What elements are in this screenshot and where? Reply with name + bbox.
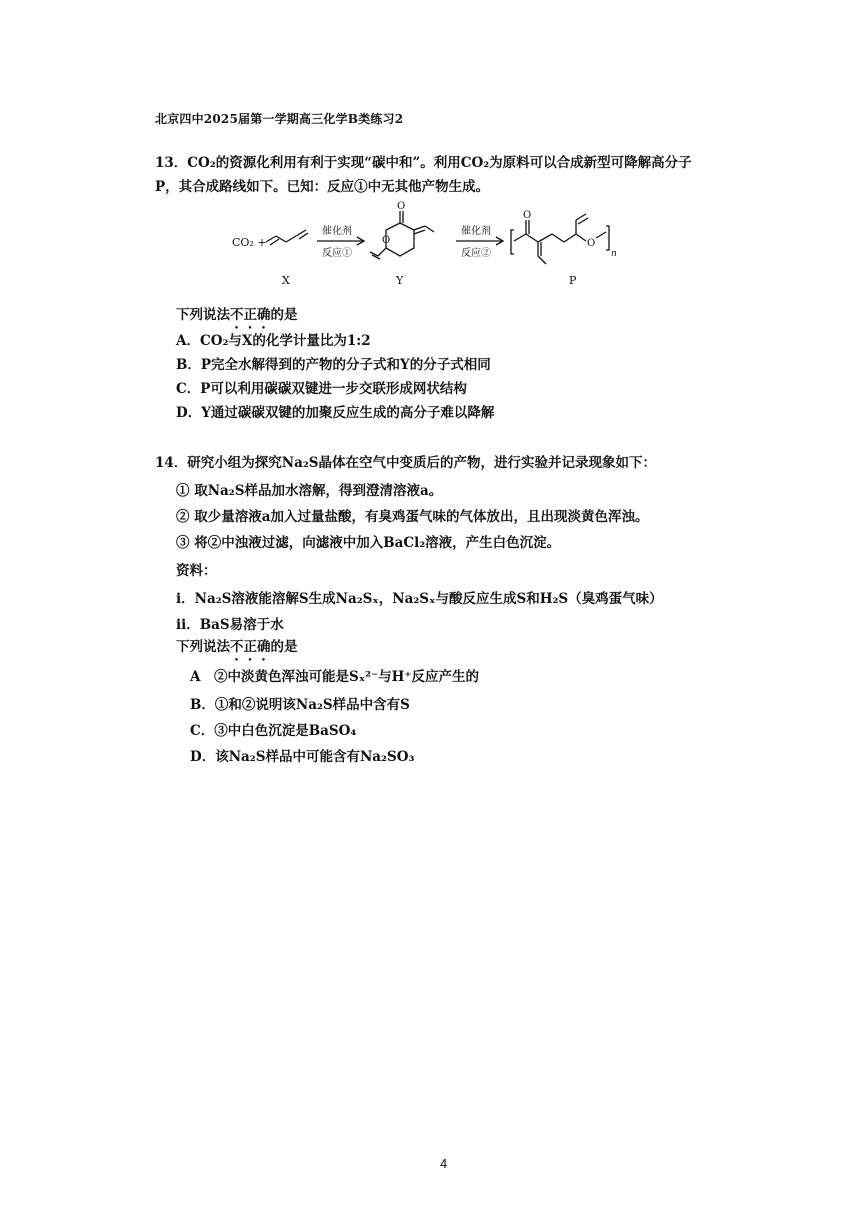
reaction1-label: 反应① bbox=[322, 248, 352, 259]
q13-option-b: B．P完全水解得到的产物的分子式和Y的分子式相同 bbox=[176, 357, 491, 373]
label-p: P bbox=[569, 274, 577, 287]
q14-prompt: 下列说法不正确的是 bbox=[176, 639, 298, 655]
lactone-y-structure bbox=[370, 211, 434, 259]
q14-step-3: ③ 将②中浊液过滤，向滤液中加入BaCl₂溶液，产生白色沉淀。 bbox=[176, 535, 561, 551]
q13-option-c: C．P可以利用碳碳双键进一步交联形成网状结构 bbox=[176, 381, 467, 397]
q14-stem: 14．研究小组为探究Na₂S晶体在空气中变质后的产物，进行实验并记录现象如下： bbox=[155, 455, 657, 471]
reaction2-label: 反应② bbox=[461, 248, 491, 259]
q14-step-2: ② 取少量溶液a加入过量盐酸，有臭鸡蛋气味的气体放出，且出现淡黄色浑浊。 bbox=[176, 509, 649, 525]
q13-option-a: A．CO₂与X的化学计量比为1:2 bbox=[176, 333, 371, 349]
co2-label: CO₂ + bbox=[232, 236, 267, 249]
p-subscript-n: n bbox=[611, 249, 617, 259]
q14-info-title: 资料： bbox=[176, 563, 217, 579]
q14-info-ii: ii．BaS易溶于水 bbox=[176, 617, 284, 633]
q13-stem-line1: 13．CO₂的资源化利用有利于实现“碳中和”。利用CO₂为原料可以合成新型可降解高分子 bbox=[155, 155, 692, 171]
label-y: Y bbox=[396, 274, 404, 287]
y-carbonyl-o: O bbox=[397, 201, 406, 212]
q13-option-d: D．Y通过碳碳双键的加聚反应生成的高分子难以降解 bbox=[176, 405, 495, 421]
p-ester-o: O bbox=[587, 238, 596, 249]
q14-step-1: ① 取Na₂S样品加水溶解，得到澄清溶液a。 bbox=[176, 483, 443, 499]
butadiene-x-structure bbox=[266, 230, 308, 245]
q14-option-a: A ②中淡黄色浑浊可能是Sₓ²⁻与H⁺反应产生的 bbox=[190, 669, 480, 685]
q14-prompt-emphasis: 不正确 bbox=[230, 639, 271, 655]
catalyst1-label: 催化剂 bbox=[322, 226, 352, 237]
page-header: 北京四中2025届第一学期高三化学B类练习2 bbox=[155, 112, 404, 126]
q13-prompt-emphasis: 不正确 bbox=[230, 307, 271, 323]
label-x: X bbox=[282, 274, 290, 287]
page-number: 4 bbox=[440, 1156, 448, 1171]
q13-prompt: 下列说法不正确的是 bbox=[176, 307, 298, 323]
q13-stem-line2: P，其合成路线如下。已知：反应①中无其他产物生成。 bbox=[155, 179, 490, 195]
y-ring-o: O bbox=[382, 235, 391, 246]
q14-option-c: C．③中白色沉淀是BaSO₄ bbox=[190, 723, 357, 739]
q14-option-b: B．①和②说明该Na₂S样品中含有S bbox=[190, 697, 410, 713]
q13-synthesis-scheme bbox=[220, 196, 640, 296]
q14-info-i: i．Na₂S溶液能溶解S生成Na₂Sₓ，Na₂Sₓ与酸反应生成S和H₂S（臭鸡蛋气味） bbox=[176, 591, 663, 607]
catalyst2-label: 催化剂 bbox=[461, 226, 491, 237]
q14-option-d: D．该Na₂S样品中可能含有Na₂SO₃ bbox=[190, 749, 415, 765]
p-carbonyl-o: O bbox=[523, 210, 532, 221]
